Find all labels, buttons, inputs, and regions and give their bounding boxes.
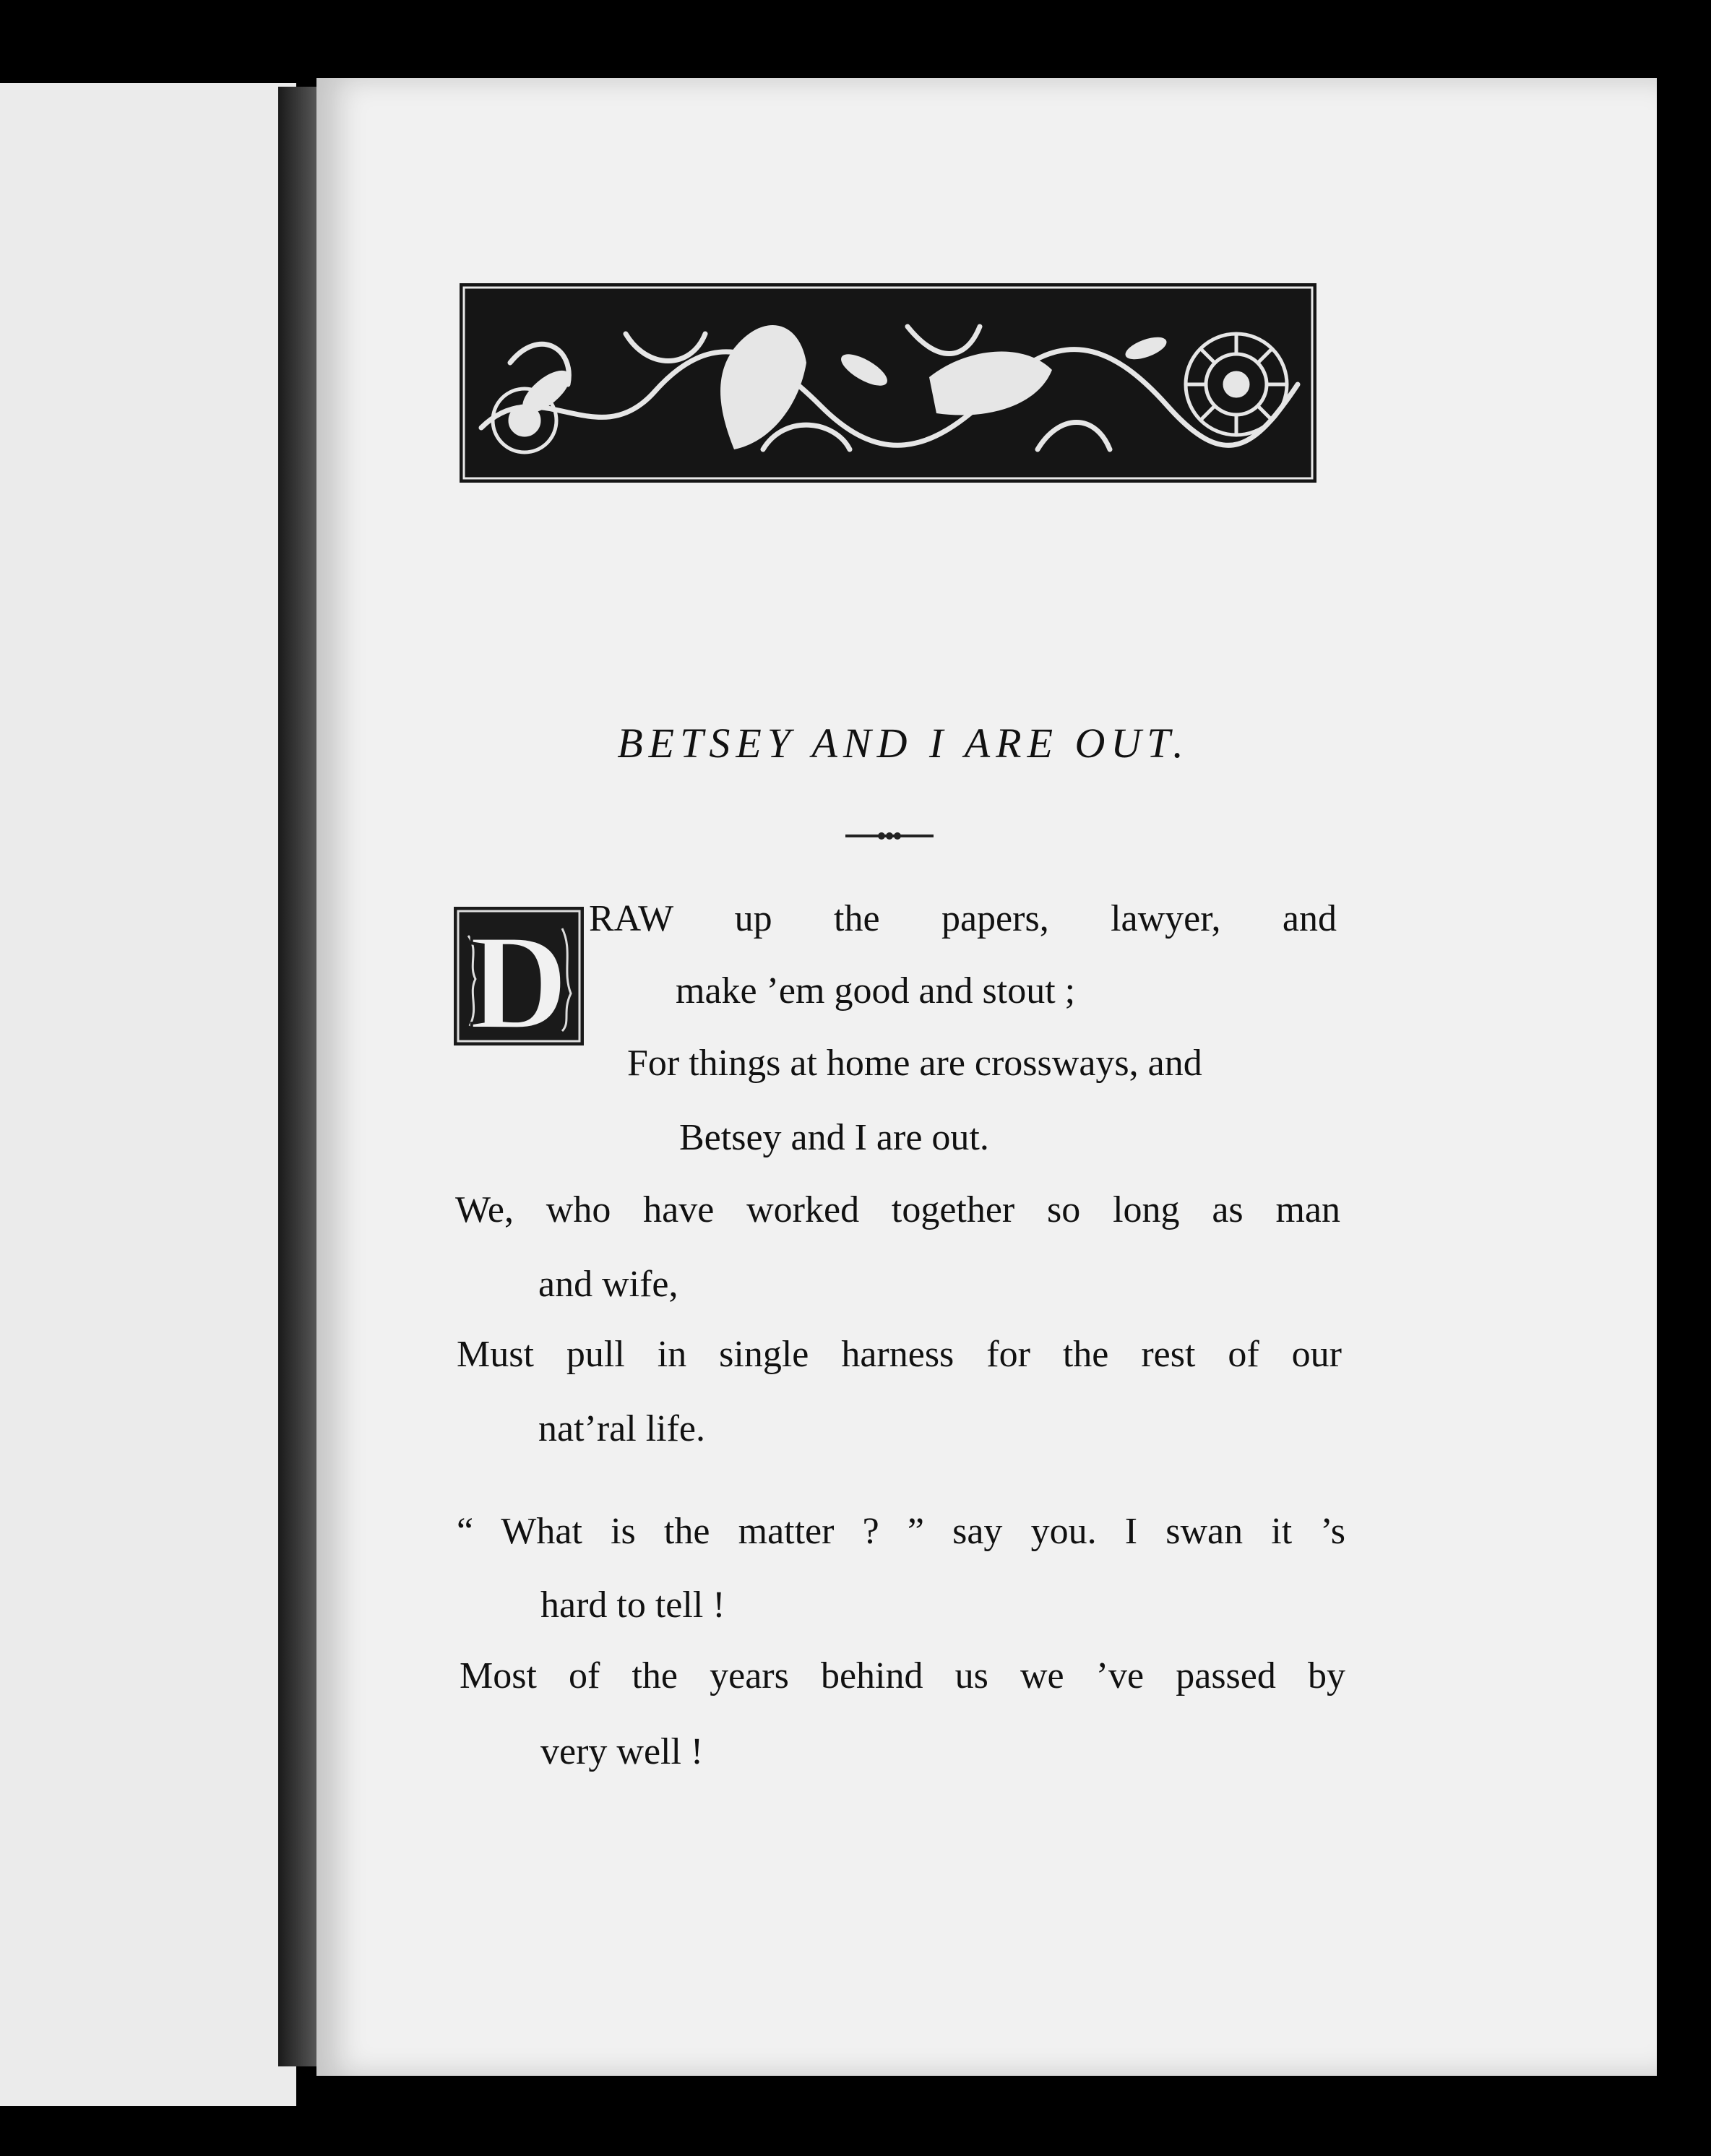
poem-line: hard to tell !	[540, 1584, 725, 1626]
poem-line: RAW up the papers, lawyer, and	[589, 898, 1337, 939]
poem-line: For things at home are crossways, and	[627, 1043, 1202, 1084]
poem-line: nat’ral life.	[538, 1408, 705, 1449]
left-page	[0, 83, 296, 2106]
poem-line: We, who have worked together so long as man	[455, 1189, 1340, 1230]
poem-line: Most of the years behind us we ’ve passed by	[460, 1655, 1345, 1696]
title-ornamental-rule	[845, 829, 934, 842]
poem-line: Must pull in single harness for the rest of our	[457, 1334, 1342, 1375]
drop-cap-ornament	[454, 907, 584, 1045]
decorative-headpiece-ornament	[460, 283, 1316, 483]
poem-line: Betsey and I are out.	[679, 1117, 989, 1158]
poem-line: make ’em good and stout ;	[676, 970, 1076, 1012]
drop-cap-letter: D	[469, 907, 569, 1045]
poem-line: and wife,	[538, 1264, 678, 1305]
poem-title: BETSEY AND I ARE OUT.	[617, 720, 1189, 767]
poem-line: very well !	[540, 1731, 704, 1772]
poem-line: “ What is the matter ? ” say you. I swan it ’s	[457, 1511, 1345, 1552]
